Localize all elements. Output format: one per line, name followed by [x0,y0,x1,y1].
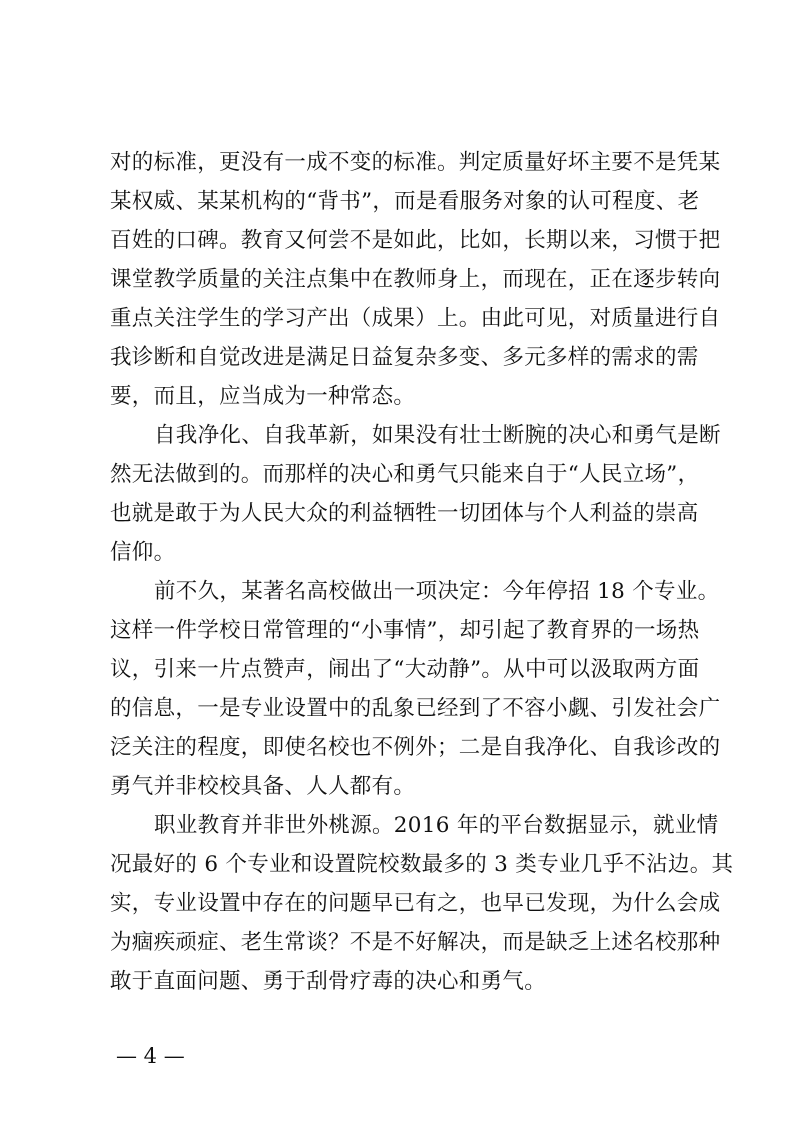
text-line: 的信息，一是专业设置中的乱象已经到了不容小觑、引发社会广 [110,696,721,721]
text-line: 况最好的 6 个专业和设置院校数最多的 3 类专业几乎不沾边。其 [110,852,734,877]
text-line: 百姓的口碑。教育又何尝不是如此，比如，长期以来，习惯于把 [110,228,721,253]
text-line: 敢于直面问题、勇于刮骨疗毒的决心和勇气。 [110,969,547,994]
body-text [110,143,734,1001]
text-line: 为痼疾顽症、老生常谈？不是不好解决，而是缺乏上述名校那种 [110,930,721,955]
text-line: 实，专业设置中存在的问题早已有之，也早已发现，为什么会成 [110,891,721,916]
text-line: 我诊断和自觉改进是满足日益复杂多变、多元多样的需求的需 [110,345,699,370]
text-line: 议，引来一片点赞声，闹出了“大动静”。从中可以汲取两方面 [110,657,700,682]
page-number: — 4 — [116,1044,185,1068]
text-line: 这样一件学校日常管理的“小事情”，却引起了教育界的一场热 [110,618,700,643]
text-line: 课堂教学质量的关注点集中在教师身上，而现在，正在逐步转向 [110,267,721,292]
text-line: 要，而且，应当成为一种常态。 [110,384,416,409]
text-line: 勇气并非校校具备、人人都有。 [110,774,416,799]
text-line: 自我净化、自我革新，如果没有壮士断腕的决心和勇气是断 [154,423,721,448]
text-line: 泛关注的程度，即使名校也不例外；二是自我净化、自我诊改的 [110,735,721,760]
text-line: 然无法做到的。而那样的决心和勇气只能来自于“人民立场”， [110,462,700,487]
text-line: 前不久，某著名高校做出一项决定：今年停招 18 个专业。 [154,579,720,604]
text-line: 重点关注学生的学习产出（成果）上。由此可见，对质量进行自 [110,306,721,331]
text-line: 信仰。 [110,540,176,565]
text-line: 也就是敢于为人民大众的利益牺牲一切团体与个人利益的崇高 [110,501,699,526]
text-line: 职业教育并非世外桃源。2016 年的平台数据显示，就业情 [154,813,719,838]
text-line: 对的标准，更没有一成不变的标准。判定质量好坏主要不是凭某 [110,150,721,175]
text-line: 某权威、某某机构的“背书”，而是看服务对象的认可程度、老 [110,189,700,214]
